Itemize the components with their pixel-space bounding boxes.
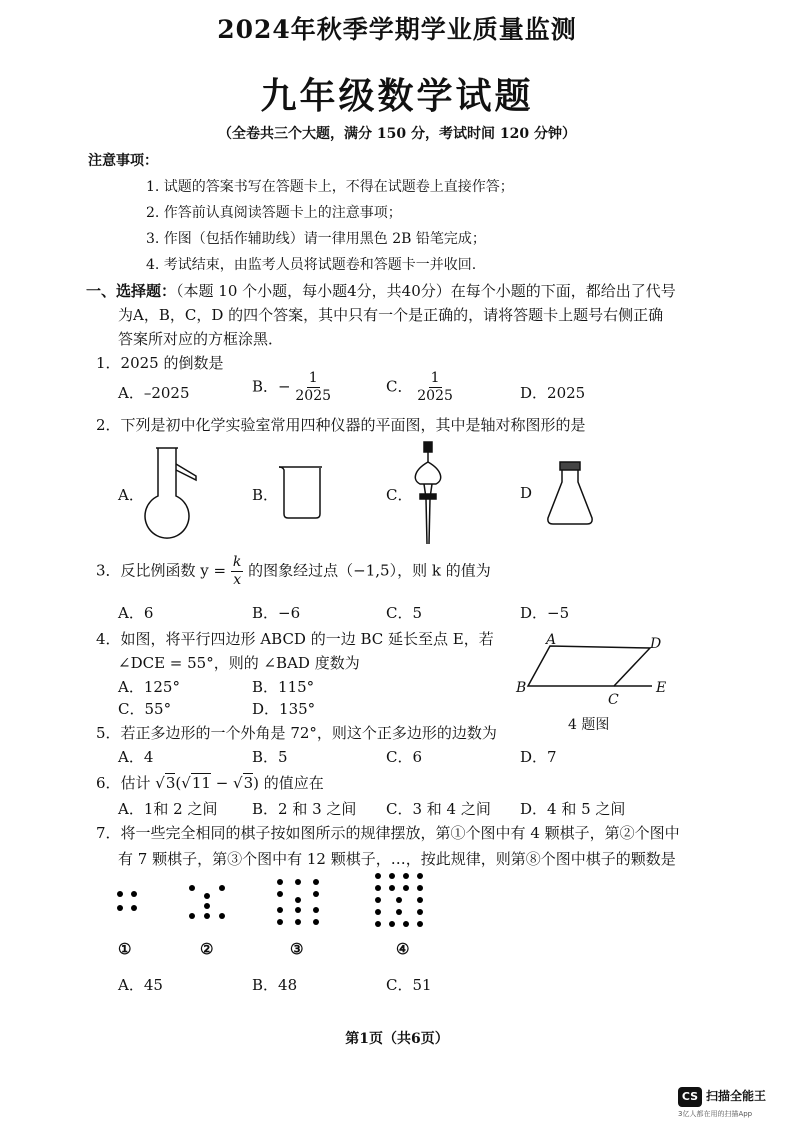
q5-option-b: B．5 xyxy=(252,748,288,766)
q1-option-a: A．–2025 xyxy=(118,384,190,402)
q2-option-a: A． xyxy=(118,486,144,504)
q1-b-numerator: 1 xyxy=(308,370,318,386)
q4-option-b: B．115° xyxy=(252,678,315,696)
q3-option-c: C．5 xyxy=(386,604,423,622)
page-number: 第1页（共6页） xyxy=(345,1031,449,1047)
notes-item-2: 2. 作答前认真阅读答题卡上的注意事项； xyxy=(146,205,402,221)
q4-point-e: E xyxy=(656,680,667,696)
q1-option-c-fraction xyxy=(417,370,453,405)
q5-option-a: A．4 xyxy=(118,748,154,766)
q1-option-b xyxy=(252,370,331,405)
q6-radicand-3: 3 xyxy=(243,774,254,792)
pattern-label-3: ③ xyxy=(290,940,304,958)
section1-intro: （本题 10 个小题，每小题4分，共40分）在每个小题的下面，都给出了代号 xyxy=(176,282,676,300)
q2-option-b: B． xyxy=(252,486,279,504)
notes-item-4: 4. 考试结束，由监考人员将试题卷和答题卡一并收回. xyxy=(146,257,477,273)
q1-option-c-label: C． xyxy=(386,377,413,396)
section1-label: 一、选择题： xyxy=(86,282,177,300)
pattern-figure-1 xyxy=(114,888,144,918)
q5-option-c: C．6 xyxy=(386,748,423,766)
erlenmeyer-flask-icon xyxy=(544,460,596,528)
q7-stem-line1: 7．将一些完全相同的棋子按如图所示的规律摆放，第①个图中有 4 颗棋子，第②个图中 xyxy=(96,824,680,842)
q5-option-d: D．7 xyxy=(520,748,557,766)
q4-point-a: A xyxy=(546,632,557,648)
camscanner-logo-icon: CS xyxy=(678,1087,702,1107)
q1-b-denominator: 2025 xyxy=(295,388,332,404)
q6-minus: − √ xyxy=(210,774,243,792)
notes-item-3: 3. 作图（包括作辅助线）请一律用黑色 2B 铅笔完成； xyxy=(146,231,486,247)
q6-option-d: D．4 和 5 之间 xyxy=(520,800,626,818)
q4-option-c: C．55° xyxy=(118,700,172,718)
q2-stem: 2．下列是初中化学实验室常用四种仪器的平面图，其中是轴对称图形的是 xyxy=(96,416,586,434)
separatory-funnel-icon xyxy=(410,440,450,548)
q3-stem-pre: 3．反比例函数 y = xyxy=(96,561,227,580)
q4-point-d: D xyxy=(650,636,662,652)
pattern-figure-2 xyxy=(186,882,230,926)
section1-line3: 答案所对应的方框涂黑． xyxy=(118,330,284,348)
pattern-figure-4 xyxy=(372,870,434,938)
pattern-label-4: ④ xyxy=(396,940,410,958)
q3-option-d: D．−5 xyxy=(520,604,570,622)
q4-point-c: C xyxy=(608,692,619,708)
q6-option-a: A．1和 2 之间 xyxy=(118,800,218,818)
q3-option-a: A．6 xyxy=(118,604,154,622)
q1-option-b-label: B． xyxy=(252,377,279,396)
q6-stem-pre: 6．估计 √ xyxy=(96,774,165,792)
exam-title-line1: 2024年秋季学期学业质量监测 xyxy=(217,15,577,44)
q6-radicand-2: 11 xyxy=(191,774,211,792)
notes-item-1: 1. 试题的答案书写在答题卡上，不得在试题卷上直接作答； xyxy=(146,179,514,195)
q1-stem: 1．2025 的倒数是 xyxy=(96,354,224,372)
q1-option-c xyxy=(386,370,453,405)
q4-figure-caption: 4 题图 xyxy=(568,717,610,733)
q7-option-a: A．45 xyxy=(118,976,163,994)
parallelogram-figure xyxy=(512,628,672,708)
q3-fraction xyxy=(231,554,243,589)
q2-option-d: D xyxy=(520,484,533,502)
exam-subtitle: （全卷共三个大题，满分 150 分，考试时间 120 分钟） xyxy=(218,126,576,142)
q4-stem-line2: ∠DCE = 55°，则的 ∠BAD 度数为 xyxy=(118,654,360,672)
q3-numerator: k xyxy=(232,554,242,570)
watermark-brand: 扫描全能王 xyxy=(706,1089,767,1103)
q6-stem-post: ) 的值应在 xyxy=(253,774,324,792)
q1-option-b-sign: − xyxy=(278,377,291,396)
q7-option-b: B．48 xyxy=(252,976,298,994)
q4-point-b: B xyxy=(516,680,527,696)
q6-stem xyxy=(96,772,324,793)
q3-stem xyxy=(96,554,491,589)
q1-option-b-fraction xyxy=(295,370,331,405)
q6-mid: (√ xyxy=(175,774,191,792)
q4-option-a: A．125° xyxy=(118,678,180,696)
q6-option-b: B．2 和 3 之间 xyxy=(252,800,357,818)
pattern-figure-3 xyxy=(274,876,324,932)
notes-heading: 注意事项： xyxy=(88,153,158,169)
q3-option-b: B．−6 xyxy=(252,604,301,622)
exam-title-line2: 九年级数学试题 xyxy=(260,75,534,117)
pattern-label-2: ② xyxy=(200,940,214,958)
q4-option-d: D．135° xyxy=(252,700,316,718)
q1-c-denominator: 2025 xyxy=(417,388,453,404)
q3-denominator: x xyxy=(233,572,242,588)
distillation-flask-icon xyxy=(140,444,200,544)
beaker-icon xyxy=(276,464,326,522)
q7-stem-line2: 有 7 颗棋子，第③个图中有 12 颗棋子，…，按此规律，则第⑧个图中棋子的颗数是 xyxy=(118,850,676,868)
pattern-label-1: ① xyxy=(118,940,132,958)
section1-line2: 为A，B，C，D 的四个答案，其中只有一个是正确的，请将答题卡上题号右侧正确 xyxy=(118,306,664,324)
q3-stem-post: 的图象经过点（−1,5），则 k 的值为 xyxy=(248,561,491,580)
q5-stem: 5．若正多边形的一个外角是 72°，则这个正多边形的边数为 xyxy=(96,724,497,742)
q1-option-d: D．2025 xyxy=(520,384,586,402)
q4-stem-line1: 4．如图，将平行四边形 ABCD 的一边 BC 延长至点 E，若 xyxy=(96,630,494,648)
q7-option-c: C．51 xyxy=(386,976,432,994)
watermark-slogan: 3亿人都在用的扫描App xyxy=(678,1110,753,1118)
q1-c-numerator: 1 xyxy=(430,370,440,386)
q6-radicand-1: 3 xyxy=(165,774,176,792)
section1-line1 xyxy=(86,280,676,301)
q6-option-c: C．3 和 4 之间 xyxy=(386,800,491,818)
q2-option-c: C． xyxy=(386,486,413,504)
